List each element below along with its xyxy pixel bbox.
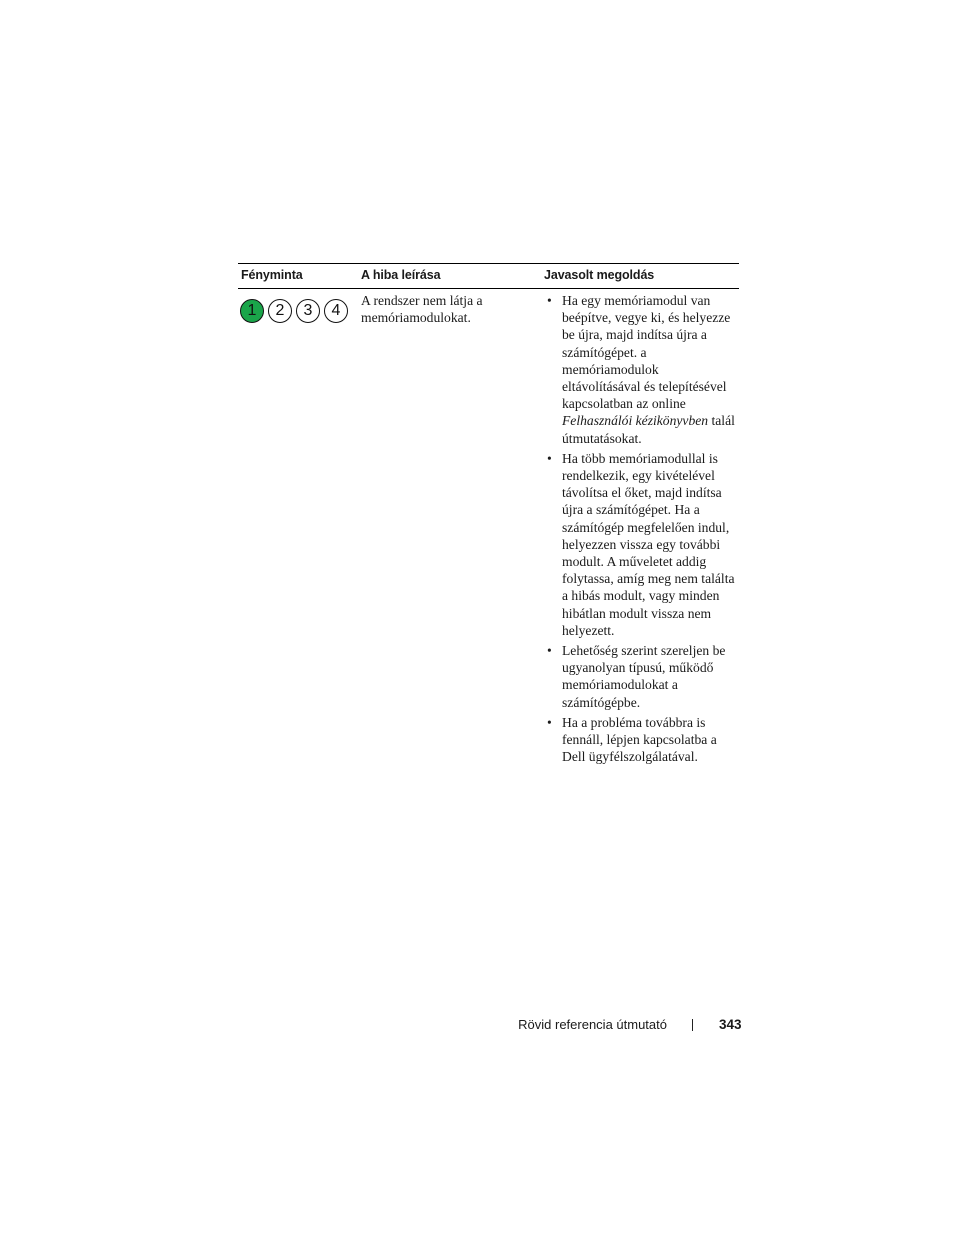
bullet-icon: •: [547, 643, 552, 659]
resolution-item: • Lehetőség szerint szereljen be ugyanolyan típusú, működő memóriamodulokat a számítógépbe.: [547, 643, 726, 710]
diagnostic-lights: [240, 299, 348, 323]
diagnostic-light-2-icon: 2: [268, 299, 292, 323]
diagnostic-light-1-icon: 1: [240, 299, 264, 323]
resolution-item: • Ha több memóriamodullal is rendelkezik, egy kivételével távolítsa el őket, majd indítsa újra a számítógépet. Ha a számítógép megfelelően indul, helyezzen vissza egy további modult. A műveletet addig folytassa, amíg meg nem találta a hibás modult, vagy minden hibátlan modult vissza nem helyezett.: [547, 450, 735, 638]
bullet-icon: •: [547, 293, 552, 308]
bullet-icon: •: [547, 450, 552, 466]
table-header-rule: [238, 288, 739, 289]
header-light-pattern: Fényminta: [241, 268, 303, 282]
header-problem-description: A hiba leírása: [361, 268, 441, 282]
footer-document-title: Rövid referencia útmutató: [518, 1017, 667, 1032]
table-top-rule: [238, 263, 739, 264]
page-footer: [0, 1016, 954, 1036]
resolution-item: • Ha a probléma továbbra is fennáll, lépjen kapcsolatba a Dell ügyfélszolgálatával.: [547, 714, 717, 765]
header-suggested-resolution: Javasolt megoldás: [544, 268, 655, 282]
bullet-icon: •: [547, 714, 552, 730]
user-guide-title: Felhasználói kézikönyvben: [562, 413, 709, 429]
footer-separator: [692, 1019, 693, 1031]
problem-description: A rendszer nem látja a memóriamodulokat.: [361, 293, 483, 326]
suggested-resolutions: [544, 292, 740, 768]
page-number: 343: [719, 1017, 742, 1032]
diagnostic-light-4-icon: 4: [324, 299, 348, 323]
diagnostic-light-3-icon: 3: [296, 299, 320, 323]
resolution-item: • Ha egy memóriamodul van beépítve, vegye ki, és helyezze be újra, majd indítsa újra a számítógépet. a memóriamodulok eltávolításával és telepítésével kapcsolatban az online Felhasználói kézikönyvben talál útmutatásokat.: [547, 293, 735, 446]
